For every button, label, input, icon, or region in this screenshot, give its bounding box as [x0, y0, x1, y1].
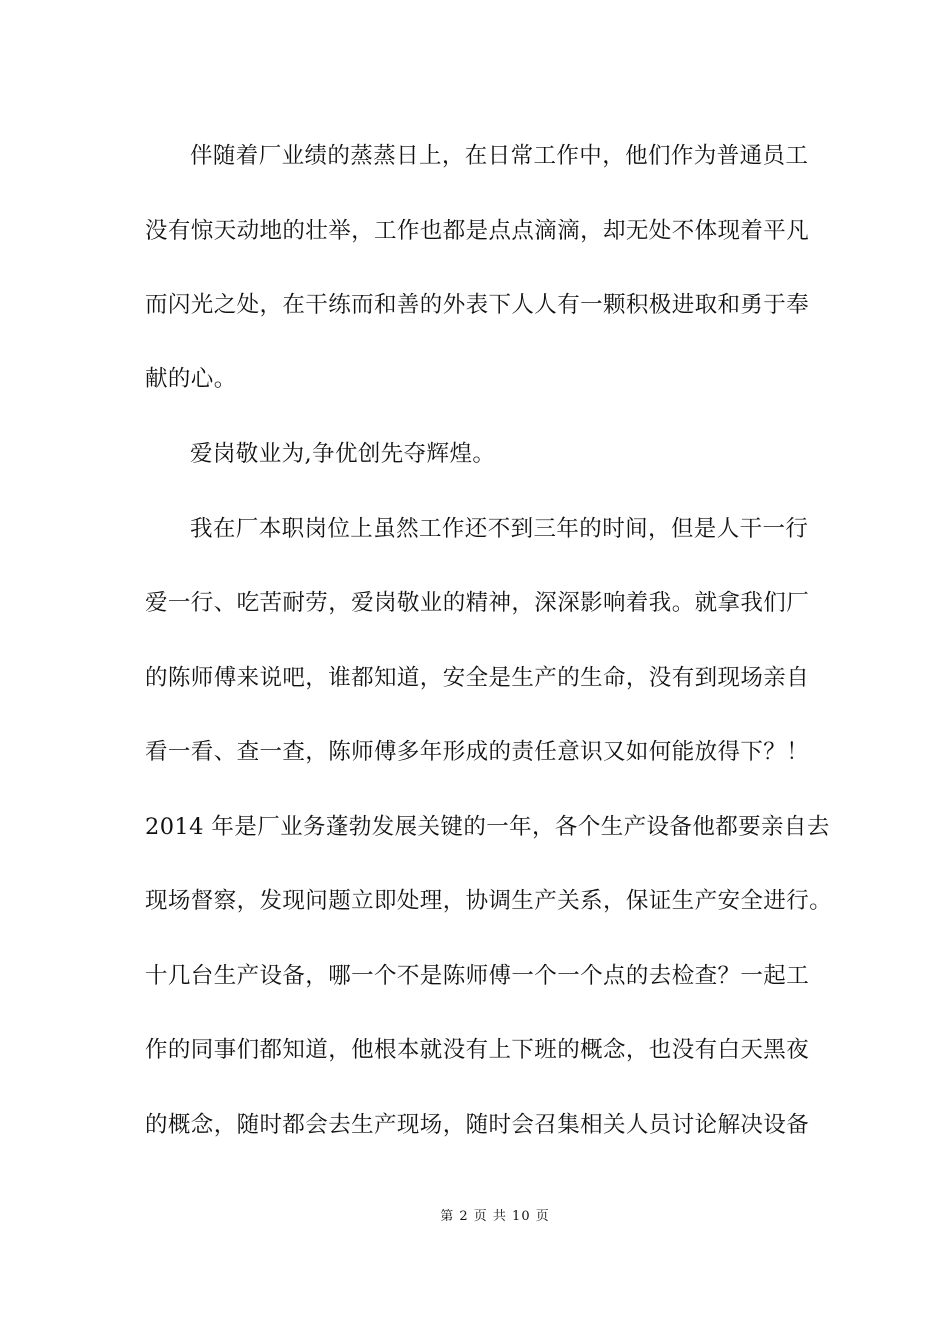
paragraph-line: 的陈师傅来说吧，谁都知道，安全是生产的生命，没有到现场亲自: [145, 665, 810, 691]
paragraph-line: 十几台生产设备，哪一个不是陈师傅一个一个点的去检查？一起工: [145, 963, 810, 989]
paragraph-line: 爱一行、吃苦耐劳，爱岗敬业的精神，深深影响着我。就拿我们厂: [145, 590, 810, 616]
paragraph-line: 我在厂本职岗位上虽然工作还不到三年的时间，但是人干一行: [190, 516, 809, 542]
paragraph-line: 爱岗敬业为,争优创先夺辉煌。: [190, 441, 496, 467]
paragraph-line: 现场督察，发现问题立即处理，协调生产关系，保证生产安全进行。: [145, 888, 833, 914]
paragraph-line: 献的心。: [145, 366, 237, 392]
paragraph-line: 伴随着厂业绩的蒸蒸日上，在日常工作中，他们作为普通员工: [190, 143, 809, 169]
paragraph-line: 2014 年是厂业务蓬勃发展关键的一年，各个生产设备他都要亲自去: [145, 814, 830, 840]
paragraph-line: 看一看、查一查，陈师傅多年形成的责任意识又如何能放得下？！: [145, 739, 810, 765]
page-number-footer: 第 2 页 共 10 页: [440, 1209, 550, 1224]
paragraph-line: 的概念，随时都会去生产现场，随时会召集相关人员讨论解决设备: [145, 1112, 810, 1138]
paragraph-line: 作的同事们都知道，他根本就没有上下班的概念，也没有白天黑夜: [145, 1037, 810, 1063]
paragraph-line: 而闪光之处，在干练而和善的外表下人人有一颗积极进取和勇于奉: [145, 292, 810, 318]
paragraph-line: 没有惊天动地的壮举，工作也都是点点滴滴，却无处不体现着平凡: [145, 218, 810, 244]
